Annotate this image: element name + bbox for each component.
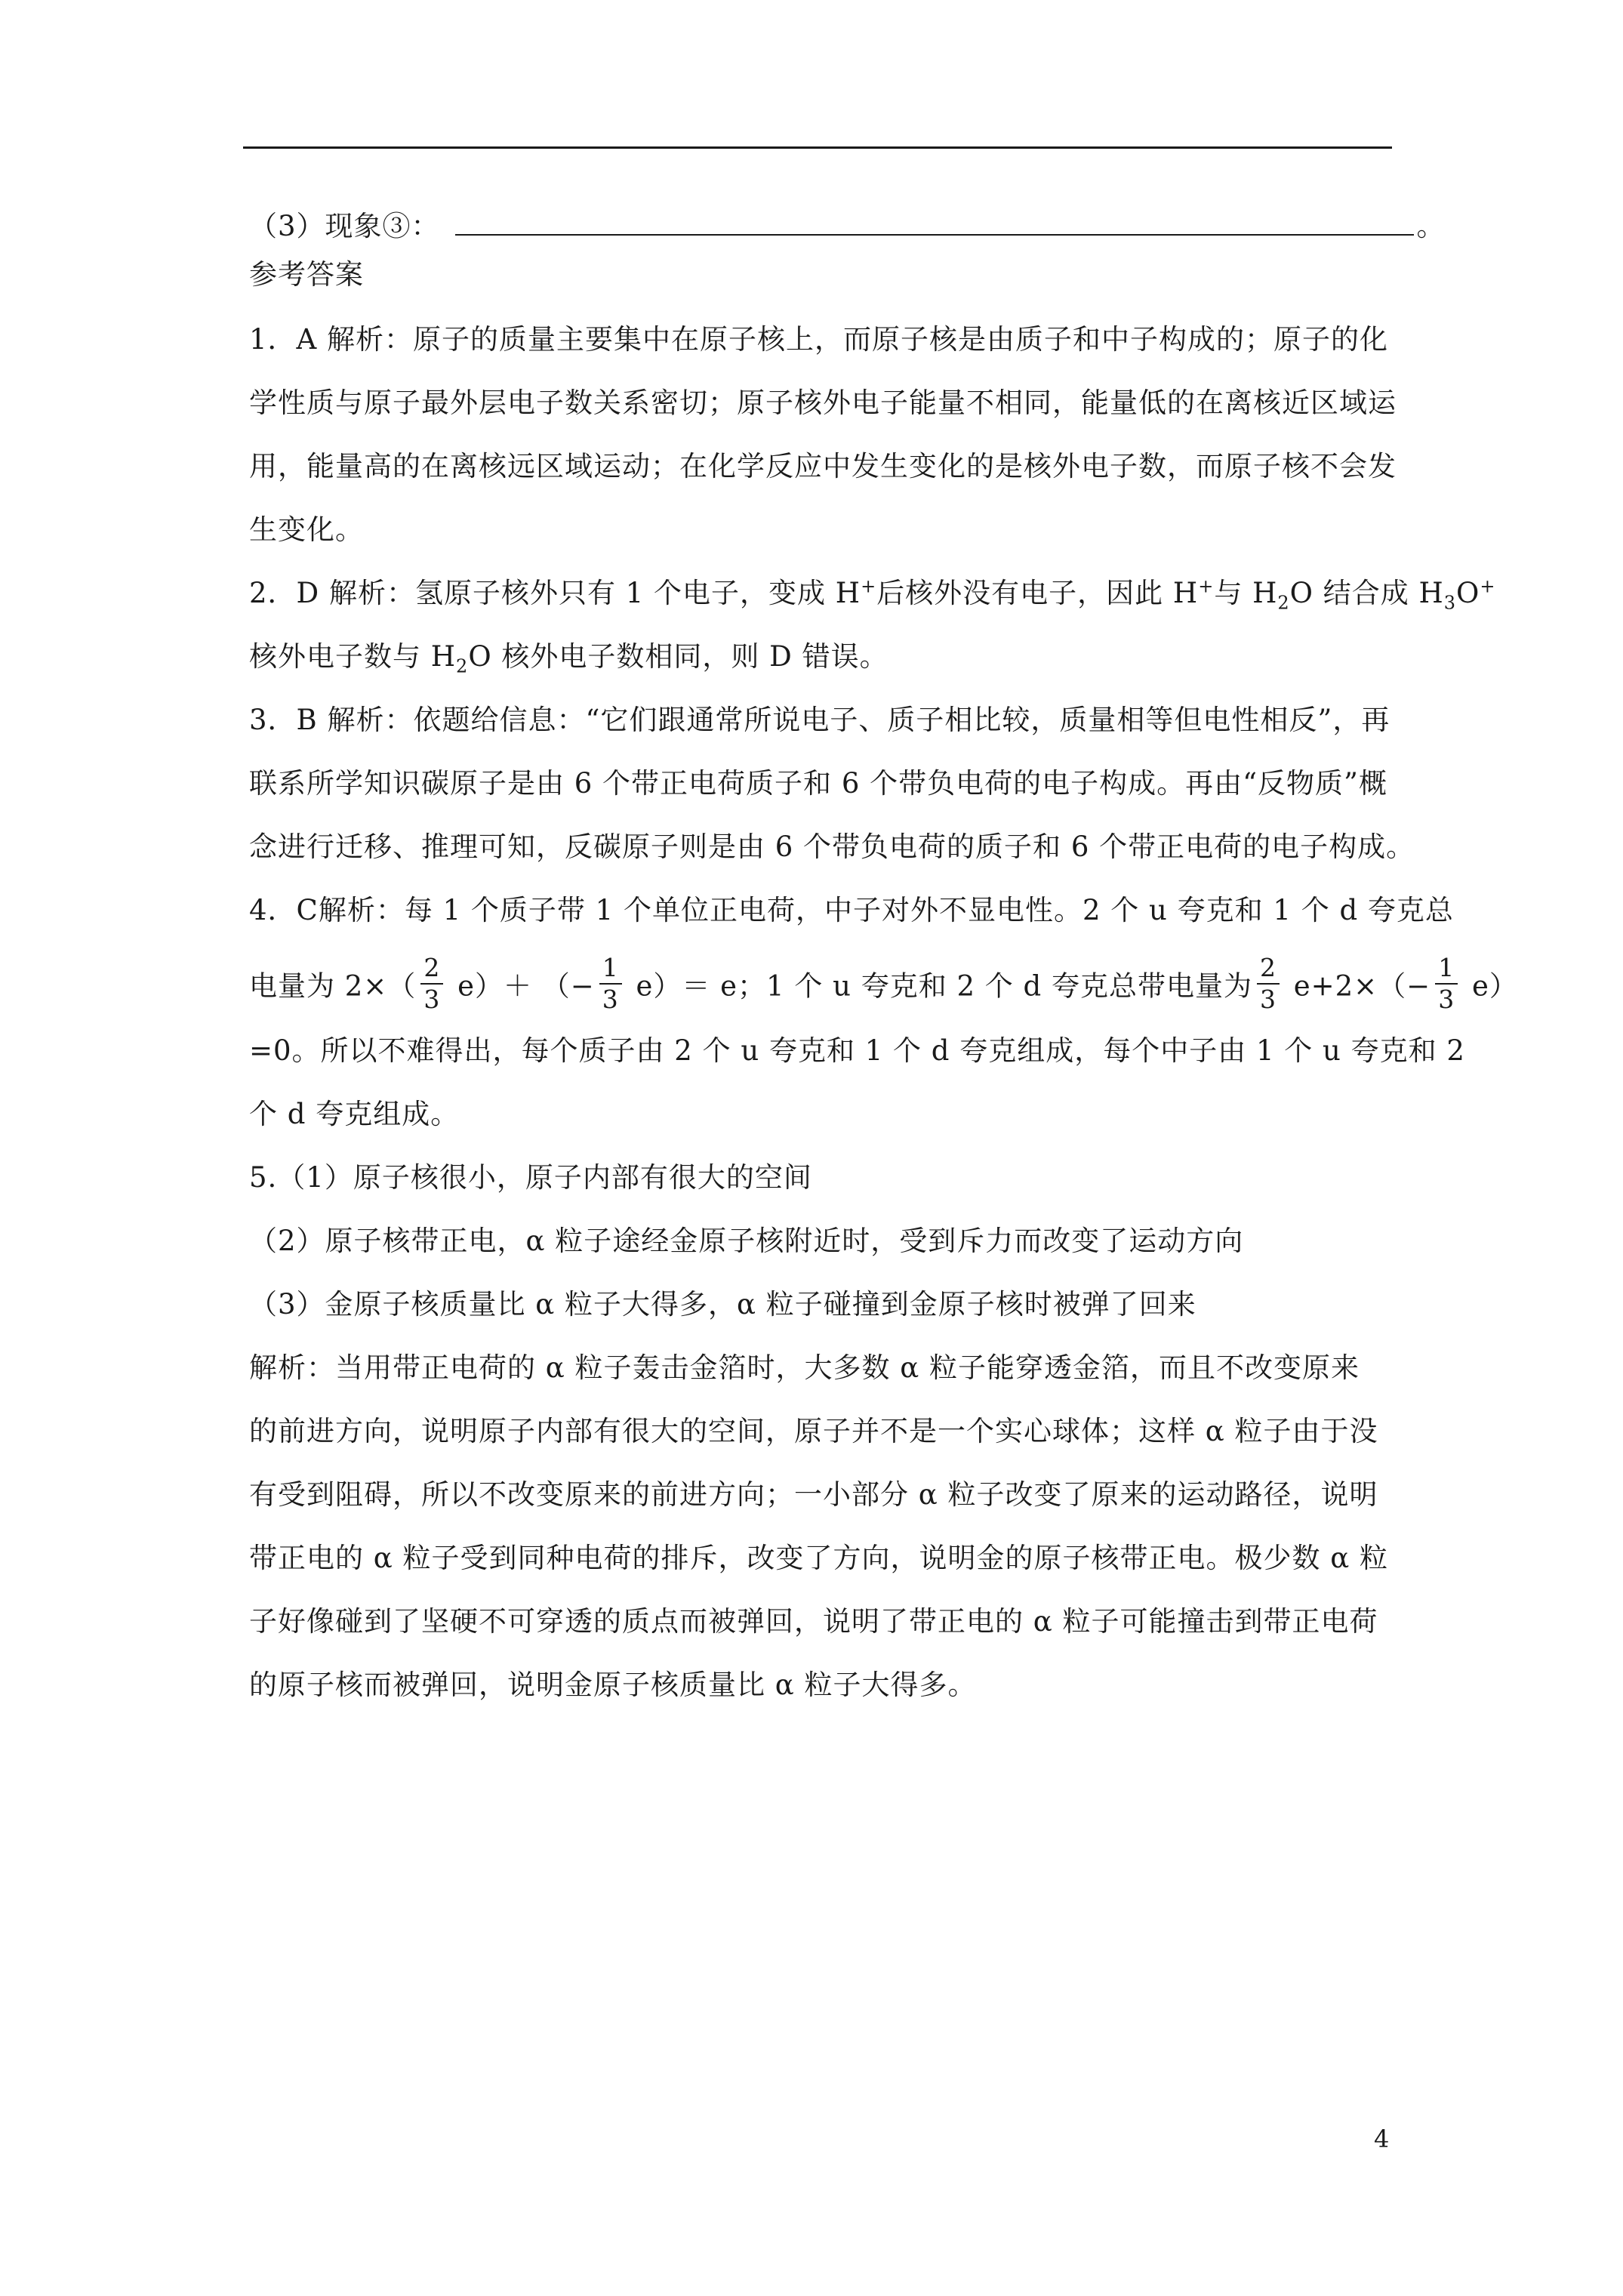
answer-2-line-2: 核外电子数与 $H_2O$ 核外电子数相同，则 D 错误。 — [249, 640, 888, 677]
answer-3-line-2: 联系所学知识碳原子是由 6 个带正电荷质子和 6 个带负电荷的电子构成。再由“反物质”概 — [249, 767, 1387, 800]
fraction: $\frac{2}{3}$ — [420, 953, 443, 1015]
answer-1-line-2: 学性质与原子最外层电子数关系密切；原子核外电子能量不相同，能量低的在离核近区域运 — [249, 387, 1397, 419]
answer-4-line-1: 4．C解析：每 1 个质子带 1 个单位正电荷，中子对外不显电性。2 个 u 夸克和 1 个 d 夸克总 — [249, 894, 1454, 926]
answer-5-explanation-6: 的原子核而被弹回，说明金原子核质量比 α 粒子大得多。 — [249, 1669, 977, 1701]
answer-4-fraction-line: 电量为 2×（ $\frac{2}{3}$ e）＋ （− $\frac{1}{3}$ e）＝ e；1 个 u 夸克和 2 个 d 夸克总带电量为 $\frac{2}{3}$ e+2×（− $\frac{1}{3}$ e） — [249, 953, 1518, 1014]
question-3-suffix: 。 — [1416, 210, 1446, 242]
answer-3-line-3: 念进行迁移、推理可知，反碳原子则是由 6 个带负电荷的质子和 6 个带正电荷的电子构成。 — [249, 831, 1415, 863]
answer-5-explanation-1: 解析：当用带正电荷的 α 粒子轰击金箔时，大多数 α 粒子能穿透金箔，而且不改变原来 — [249, 1351, 1360, 1384]
header-rule — [243, 146, 1392, 149]
answer-heading: 参考答案 — [249, 258, 364, 291]
answer-2-line-1: 2．D 解析：氢原子核外只有 1 个电子，变成 H+后核外没有电子，因此 H+与 $H_2O$ 结合成 $H_3O^+$ — [249, 575, 1496, 614]
answer-4-line-4: 个 d 夸克组成。 — [249, 1098, 460, 1130]
answer-5-part-3: （3）金原子核质量比 α 粒子大得多，α 粒子碰撞到金原子核时被弹了回来 — [249, 1288, 1196, 1321]
fraction: $\frac{1}{3}$ — [1435, 953, 1458, 1015]
answer-5-part-2: （2）原子核带正电，α 粒子途经金原子核附近时，受到斥力而改变了运动方向 — [249, 1225, 1244, 1257]
answer-blank[interactable] — [455, 211, 1414, 236]
answer-4-line-3: =0。所以不难得出，每个质子由 2 个 u 夸克和 1 个 d 夸克组成，每个中子由 1 个 u 夸克和 2 — [249, 1034, 1465, 1067]
answer-1-line-1: 1．A 解析：原子的质量主要集中在原子核上，而原子核是由质子和中子构成的；原子的化 — [249, 323, 1389, 356]
answer-3-line-1: 3．B 解析：依题给信息：“它们跟通常所说电子、质子相比较，质量相等但电性相反”，再 — [249, 704, 1390, 736]
answer-5-explanation-3: 有受到阻碍，所以不改变原来的前进方向；一小部分 α 粒子改变了原来的运动路径，说明 — [249, 1478, 1378, 1511]
answer-5-explanation-4: 带正电的 α 粒子受到同种电荷的排斥，改变了方向，说明金的原子核带正电。极少数 α 粒 — [249, 1542, 1389, 1574]
answer-5-part-1: 5.（1）原子核很小，原子内部有很大的空间 — [249, 1161, 812, 1194]
answer-1-line-3: 用，能量高的在离核远区域运动；在化学反应中发生变化的是核外电子数，而原子核不会发 — [249, 450, 1397, 482]
answer-1-line-4: 生变化。 — [249, 513, 364, 546]
fraction: $\frac{2}{3}$ — [1257, 953, 1280, 1015]
fraction: $\frac{1}{3}$ — [599, 953, 622, 1015]
answer-5-explanation-2: 的前进方向，说明原子内部有很大的空间，原子并不是一个实心球体；这样 α 粒子由于没 — [249, 1415, 1378, 1447]
question-3-line — [249, 210, 1446, 243]
question-3-prefix: （3）现象③： — [249, 210, 440, 242]
page-number: 4 — [1374, 2125, 1390, 2153]
answer-5-explanation-5: 子好像碰到了坚硬不可穿透的质点而被弹回，说明了带正电的 α 粒子可能撞击到带正电荷 — [249, 1605, 1378, 1638]
